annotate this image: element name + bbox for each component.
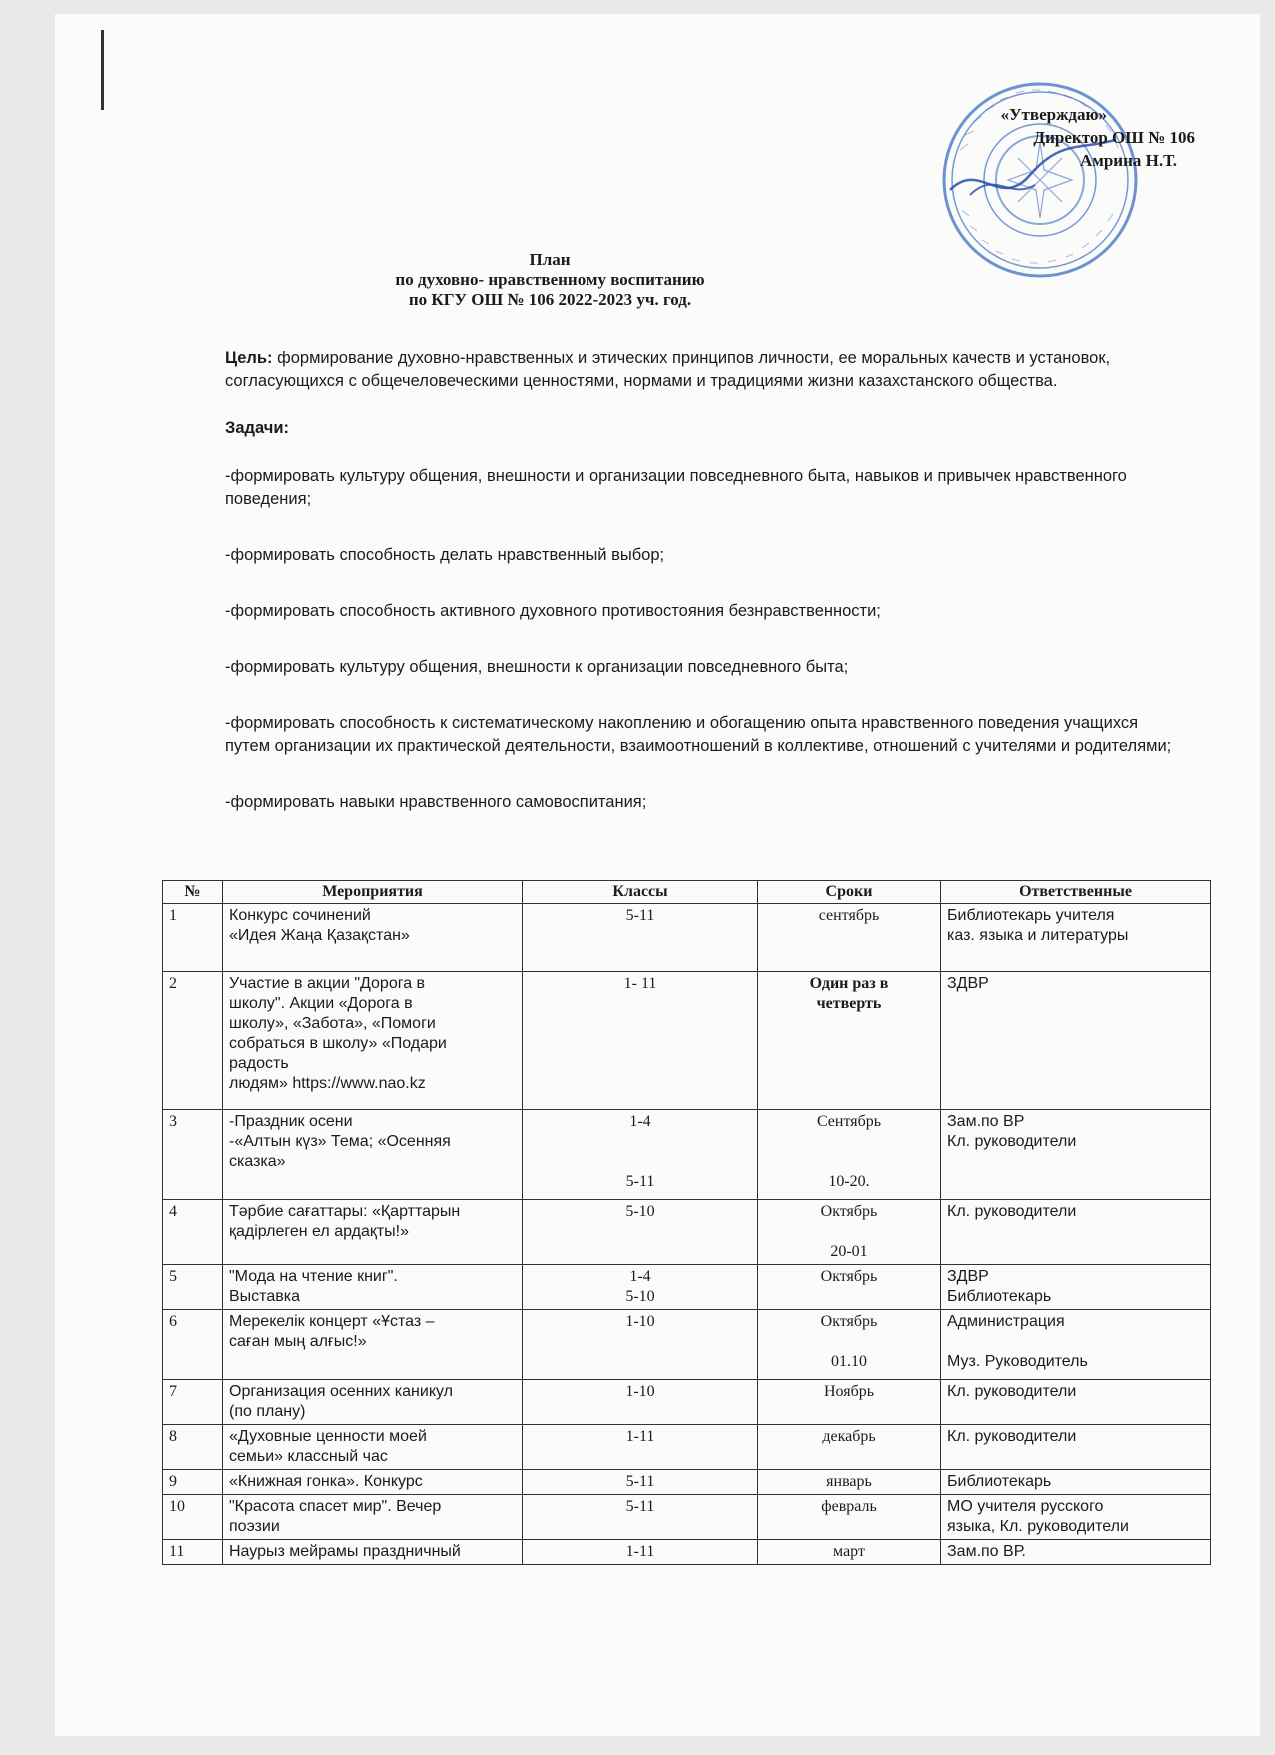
cell-event <box>223 1200 523 1265</box>
cell-num-line: 8 <box>169 1428 177 1445</box>
cell-term <box>758 1495 941 1540</box>
cell-event-line: Наурыз мейрамы праздничный <box>229 1543 461 1560</box>
cell-term-line: Сентябрь <box>816 1113 882 1130</box>
events-table <box>162 880 1211 1565</box>
cell-num-line: 10 <box>169 1498 185 1515</box>
approval-position: Директор ОШ № 106 <box>1033 128 1195 147</box>
cell-classes <box>523 1265 758 1310</box>
tasks-heading: Задачи: <box>225 419 289 437</box>
cell-term <box>758 1470 941 1495</box>
cell-term-line: 10-20. <box>828 1173 870 1190</box>
table-header-row <box>163 881 1211 904</box>
cell-classes <box>523 1425 758 1470</box>
cell-classes-line <box>529 1132 751 1152</box>
cell-responsible <box>941 1380 1211 1425</box>
goal-label: Цель: <box>225 349 273 367</box>
cell-classes-line: 1-4 <box>629 1113 651 1130</box>
cell-responsible-line: Кл. руководители <box>947 1383 1077 1400</box>
cell-event-line: людям» https://www.nao.kz <box>229 1075 426 1092</box>
cell-num-line: 11 <box>169 1543 185 1560</box>
cell-classes-line: 5-11 <box>625 1173 655 1190</box>
cell-event-line: поэзии <box>229 1518 280 1535</box>
cell-term-line: четверть <box>816 995 882 1012</box>
cell-term-line: Октябрь <box>820 1203 878 1220</box>
cell-term-line <box>764 1152 934 1172</box>
goal-paragraph <box>225 347 1190 393</box>
cell-responsible <box>941 1470 1211 1495</box>
cell-event-line: "Красота спасет мир". Вечер <box>229 1498 442 1515</box>
cell-event-line: Организация осенних каникул <box>229 1383 453 1400</box>
cell-classes-line: 1-10 <box>625 1383 655 1400</box>
table-row <box>163 1380 1211 1425</box>
cell-event-line: -Праздник осени <box>229 1113 353 1130</box>
document-title <box>300 250 800 310</box>
cell-responsible <box>941 1425 1211 1470</box>
cell-responsible-line: Зам.по ВР. <box>947 1543 1026 1560</box>
cell-event-line: -«Алтын күз» Тема; «Осенняя <box>229 1133 451 1150</box>
cell-num <box>163 904 223 972</box>
cell-classes-line: 5-10 <box>625 1288 655 1305</box>
cell-responsible-line: Кл. руководители <box>947 1203 1077 1220</box>
cell-term-line: Октябрь <box>820 1268 878 1285</box>
cell-event <box>223 972 523 1110</box>
cell-term-line: март <box>833 1543 865 1560</box>
cell-num-line: 2 <box>169 975 177 992</box>
cell-event-line: радость <box>229 1055 289 1072</box>
table-row <box>163 1265 1211 1310</box>
cell-event-line: қадірлеген ел ардақты!» <box>229 1223 410 1240</box>
cell-classes-line <box>529 1152 751 1172</box>
cell-classes <box>523 904 758 972</box>
cell-term <box>758 972 941 1110</box>
approval-signatory: Амрина Н.Т. <box>1079 151 1177 170</box>
cell-term-line: Октябрь <box>820 1313 878 1330</box>
cell-responsible-line: Библиотекарь <box>947 1288 1052 1305</box>
cell-event-line: саған мың алғыс!» <box>229 1333 367 1350</box>
cell-num-line: 9 <box>169 1473 177 1490</box>
cell-event-line: собраться в школу» «Подари <box>229 1035 447 1052</box>
cell-classes <box>523 1470 758 1495</box>
cell-responsible-line <box>947 1332 1204 1352</box>
cell-event <box>223 1265 523 1310</box>
cell-num <box>163 1265 223 1310</box>
cell-event-line: Конкурс сочинений <box>229 907 371 924</box>
cell-num <box>163 1495 223 1540</box>
cell-num-line: 4 <box>169 1203 177 1220</box>
cell-term <box>758 1425 941 1470</box>
table-row <box>163 972 1211 1110</box>
cell-event <box>223 1495 523 1540</box>
goal-text: формирование духовно-нравственных и этических принципов личности, ее моральных качеств и установок, согласующихся с общечеловеческими ценностями, нормами и традициями жизни казахстанского общества. <box>225 349 1111 390</box>
cell-num <box>163 1310 223 1380</box>
task-item: -формировать способность к систематическому накоплению и обогащению опыта нравственного поведения учащихся путем организации их практической деятельности, взаимоотношений в коллективе, отношений с учителями и родителями; <box>225 714 1172 755</box>
table-row <box>163 1110 1211 1200</box>
approval-heading: «Утверждаю» <box>1000 105 1107 124</box>
cell-event-line: Участие в акции "Дорога в <box>229 975 426 992</box>
header-responsible: Ответственные <box>941 881 1211 904</box>
cell-num <box>163 1200 223 1265</box>
cell-classes-line: 5-11 <box>625 1498 655 1515</box>
cell-classes <box>523 1380 758 1425</box>
table-row <box>163 904 1211 972</box>
task-item: -формировать культуру общения, внешности к организации повседневного быта; <box>225 658 849 676</box>
cell-event-line: Тәрбие сағаттары: «Қарттарын <box>229 1203 461 1220</box>
cell-responsible <box>941 972 1211 1110</box>
cell-num <box>163 1540 223 1565</box>
cell-event-line: Мерекелік концерт «Ұстаз – <box>229 1313 435 1330</box>
cell-responsible-line: ЗДВР <box>947 1268 989 1285</box>
cell-term-line: сентябрь <box>818 907 880 924</box>
table-row <box>163 1495 1211 1540</box>
table-row <box>163 1310 1211 1380</box>
cell-term <box>758 1310 941 1380</box>
cell-num <box>163 1380 223 1425</box>
table-row <box>163 1540 1211 1565</box>
cell-classes <box>523 1200 758 1265</box>
cell-event <box>223 1540 523 1565</box>
cell-term-line: 20-01 <box>830 1243 868 1260</box>
cell-responsible-line: Администрация <box>947 1313 1065 1330</box>
cell-classes-line: 5-10 <box>625 1203 655 1220</box>
cell-event-line: школу», «Забота», «Помоги <box>229 1015 436 1032</box>
cell-responsible-line: Кл. руководители <box>947 1428 1077 1445</box>
cell-num-line: 7 <box>169 1383 177 1400</box>
document-body <box>225 347 1190 847</box>
cell-responsible <box>941 1540 1211 1565</box>
header-classes: Классы <box>523 881 758 904</box>
cell-classes <box>523 1310 758 1380</box>
cell-term <box>758 904 941 972</box>
cell-classes <box>523 1110 758 1200</box>
cell-event-line: «Идея Жаңа Қазақстан» <box>229 927 410 944</box>
table-row <box>163 1200 1211 1265</box>
task-item: -формировать способность делать нравственный выбор; <box>225 546 665 564</box>
task-item: -формировать навыки нравственного самовоспитания; <box>225 793 647 811</box>
cell-classes-line: 5-11 <box>625 1473 655 1490</box>
cell-event-line: школу". Акции «Дорога в <box>229 995 413 1012</box>
cell-num-line: 5 <box>169 1268 177 1285</box>
cell-responsible-line: МО учителя русского <box>947 1498 1104 1515</box>
cell-classes-line: 1- 11 <box>623 975 657 992</box>
cell-event <box>223 1310 523 1380</box>
cell-responsible <box>941 1110 1211 1200</box>
cell-num <box>163 1110 223 1200</box>
cell-classes-line: 1-11 <box>625 1543 655 1560</box>
cell-responsible-line: Библиотекарь <box>947 1473 1052 1490</box>
table-row <box>163 1425 1211 1470</box>
cell-responsible <box>941 904 1211 972</box>
cell-responsible-line: Зам.по ВР <box>947 1113 1025 1130</box>
cell-event <box>223 1110 523 1200</box>
cell-num <box>163 1425 223 1470</box>
cell-classes-line: 1-4 <box>629 1268 651 1285</box>
cell-event-line: «Духовные ценности моей <box>229 1428 427 1445</box>
title-line-3: по КГУ ОШ № 106 2022-2023 уч. год. <box>408 290 692 309</box>
header-event: Мероприятия <box>223 881 523 904</box>
cell-term-line: Один раз в <box>809 975 889 992</box>
cell-term <box>758 1265 941 1310</box>
cell-term-line: 01.10 <box>831 1353 867 1370</box>
cell-classes-line: 1-10 <box>625 1313 655 1330</box>
cell-classes-line: 5-11 <box>625 907 655 924</box>
cell-classes <box>523 972 758 1110</box>
cell-num <box>163 1470 223 1495</box>
header-term: Сроки <box>758 881 941 904</box>
cell-num-line: 6 <box>169 1313 177 1330</box>
task-item: -формировать способность активного духовного противостояния безнравственности; <box>225 602 881 620</box>
cell-responsible-line: языка, Кл. руководители <box>947 1518 1129 1535</box>
cell-term <box>758 1200 941 1265</box>
cell-classes-line: 1-11 <box>625 1428 655 1445</box>
approval-block <box>905 103 1195 172</box>
cell-event <box>223 1425 523 1470</box>
cell-responsible-line: Кл. руководители <box>947 1133 1077 1150</box>
cell-responsible <box>941 1495 1211 1540</box>
cell-responsible-line: Библиотекарь учителя <box>947 907 1115 924</box>
cell-classes <box>523 1495 758 1540</box>
cell-term-line: Ноябрь <box>823 1383 875 1400</box>
cell-event-line: "Мода на чтение книг". <box>229 1268 398 1285</box>
cell-event-line: (по плану) <box>229 1403 306 1420</box>
cell-event <box>223 1470 523 1495</box>
cell-term-line: январь <box>826 1473 872 1490</box>
cell-event-line: сказка» <box>229 1153 286 1170</box>
scan-edge-mark <box>101 30 104 110</box>
cell-event-line: «Книжная гонка». Конкурс <box>229 1473 423 1490</box>
title-line-1: План <box>529 250 571 269</box>
cell-term-line: февраль <box>821 1498 877 1515</box>
cell-term <box>758 1540 941 1565</box>
cell-classes <box>523 1540 758 1565</box>
task-item: -формировать культуру общения, внешности и организации повседневного быта, навыков и привычек нравственного поведения; <box>225 467 1127 508</box>
cell-term-line: декабрь <box>822 1428 876 1445</box>
cell-term-line <box>764 1332 934 1352</box>
cell-responsible <box>941 1265 1211 1310</box>
cell-num <box>163 972 223 1110</box>
cell-term-line <box>764 1222 934 1242</box>
cell-responsible-line: каз. языка и литературы <box>947 927 1129 944</box>
cell-num-line: 3 <box>169 1113 177 1130</box>
cell-event-line: Выставка <box>229 1288 300 1305</box>
title-line-2: по духовно- нравственному воспитанию <box>395 270 705 289</box>
cell-responsible-line: Муз. Руководитель <box>947 1353 1088 1370</box>
cell-term-line <box>764 1132 934 1152</box>
cell-responsible <box>941 1310 1211 1380</box>
cell-event <box>223 904 523 972</box>
cell-responsible <box>941 1200 1211 1265</box>
cell-term <box>758 1380 941 1425</box>
cell-event <box>223 1380 523 1425</box>
cell-responsible-line: ЗДВР <box>947 975 989 992</box>
header-num: № <box>163 881 223 904</box>
table-row <box>163 1470 1211 1495</box>
cell-num-line: 1 <box>169 907 177 924</box>
cell-event-line: семьи» классный час <box>229 1448 388 1465</box>
cell-term <box>758 1110 941 1200</box>
